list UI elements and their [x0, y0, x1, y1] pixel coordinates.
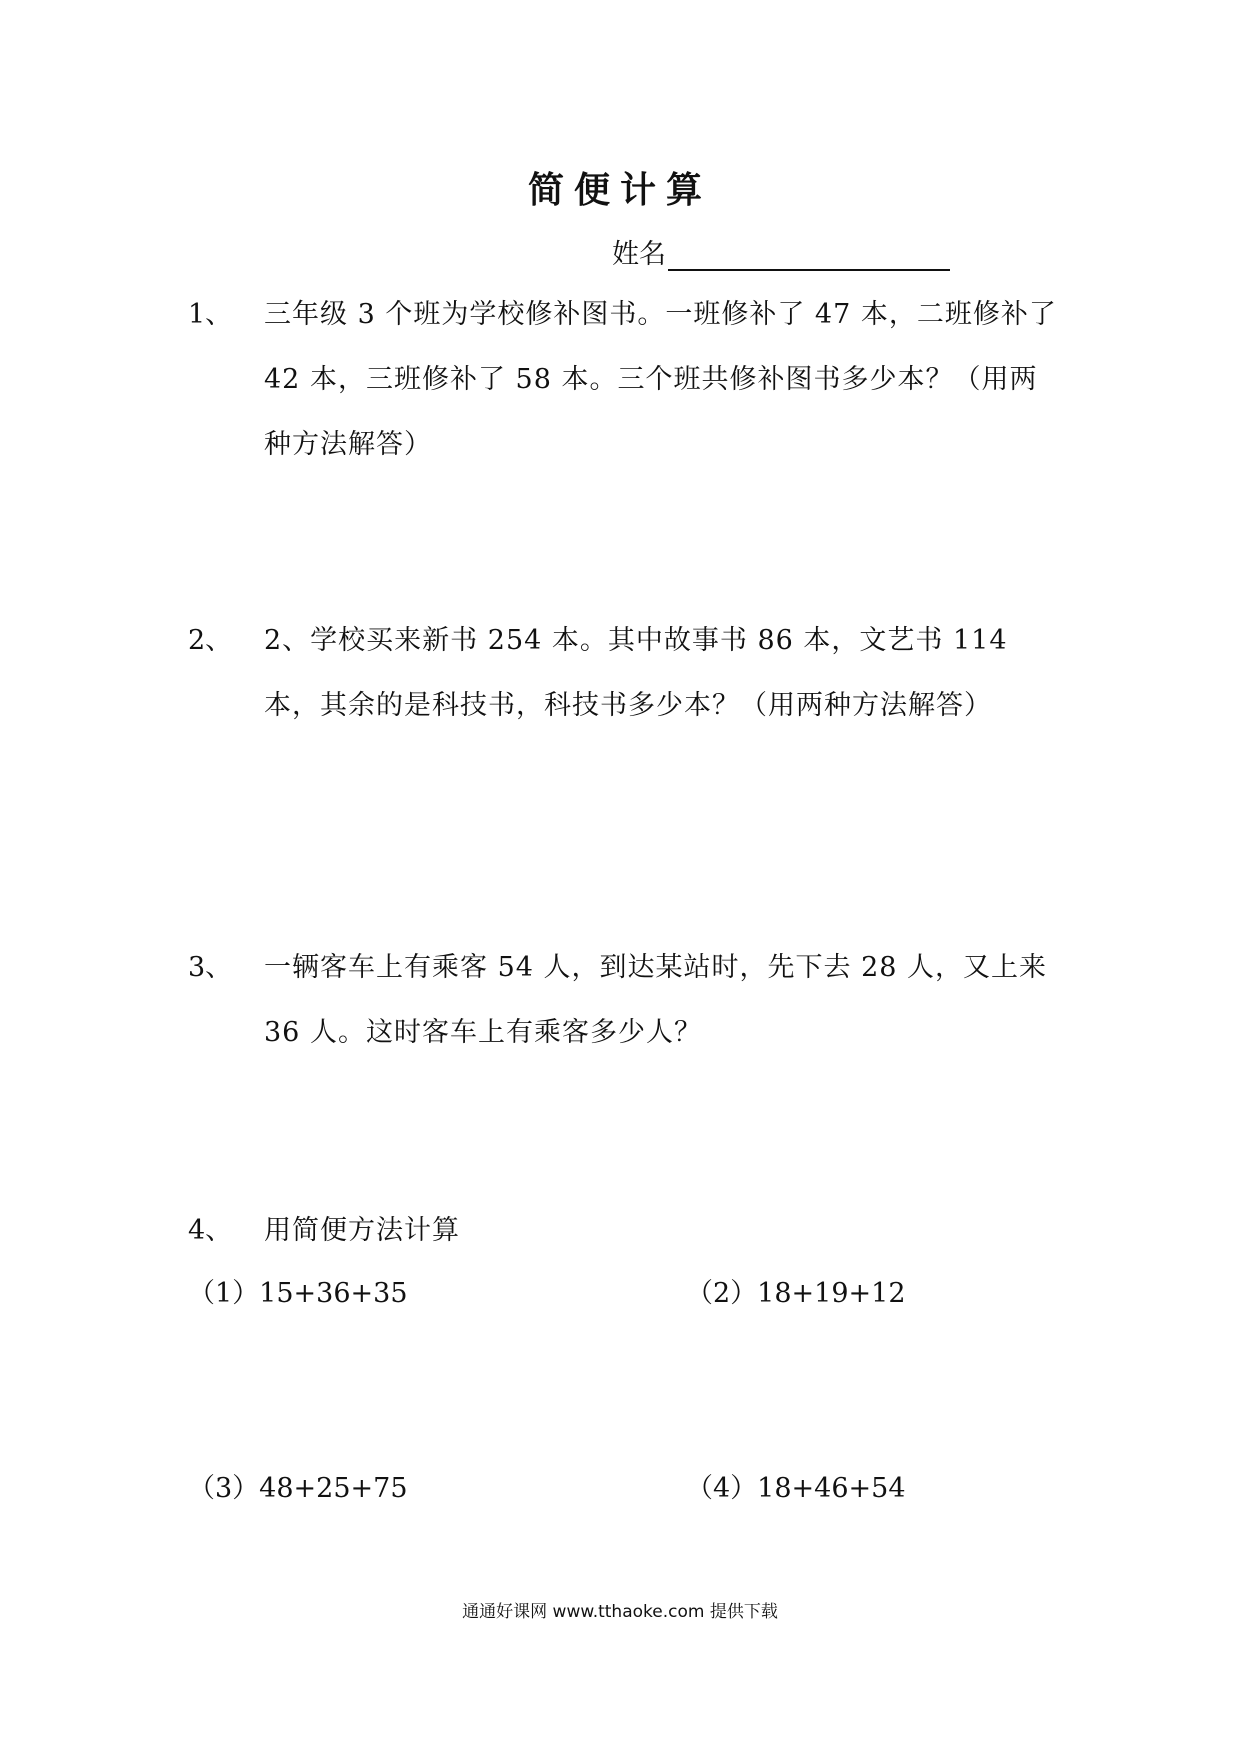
subproblem-4: （4）18+46+54: [686, 1473, 906, 1504]
question-number: 1、: [188, 299, 233, 330]
question-3: [188, 935, 1068, 1065]
question-2: [188, 608, 1068, 738]
question-1: [188, 282, 1068, 477]
question-number: 3、: [188, 952, 233, 983]
question-4: [188, 1198, 1068, 1263]
question-text: 2、学校买来新书 254 本。其中故事书 86 本，文艺书 114 本，其余的是科技书，科技书多少本？（用两种方法解答）: [264, 625, 1008, 721]
question-text: 一辆客车上有乘客 54 人，到达某站时，先下去 28 人，又上来 36 人。这时客车上有乘客多少人？: [264, 952, 1048, 1048]
subproblem-3: （3）48+25+75: [188, 1473, 408, 1504]
question-text: 三年级 3 个班为学校修补图书。一班修补了 47 本，二班修补了 42 本，三班修补了 58 本。三个班共修补图书多少本？（用两种方法解答）: [264, 299, 1057, 460]
name-field: [612, 232, 950, 271]
name-label: 姓名: [612, 239, 666, 270]
page-title: 简便计算: [527, 169, 712, 211]
subproblem-1: （1）15+36+35: [188, 1278, 408, 1309]
subproblem-2: （2）18+19+12: [686, 1278, 906, 1309]
question-number: 4、: [188, 1215, 233, 1246]
question-number: 2、: [188, 625, 233, 656]
name-blank-line: [668, 239, 950, 271]
footer-credit: 通通好课网 www.tthaoke.com 提供下载: [462, 1602, 778, 1622]
question-text: 用简便方法计算: [264, 1215, 460, 1246]
